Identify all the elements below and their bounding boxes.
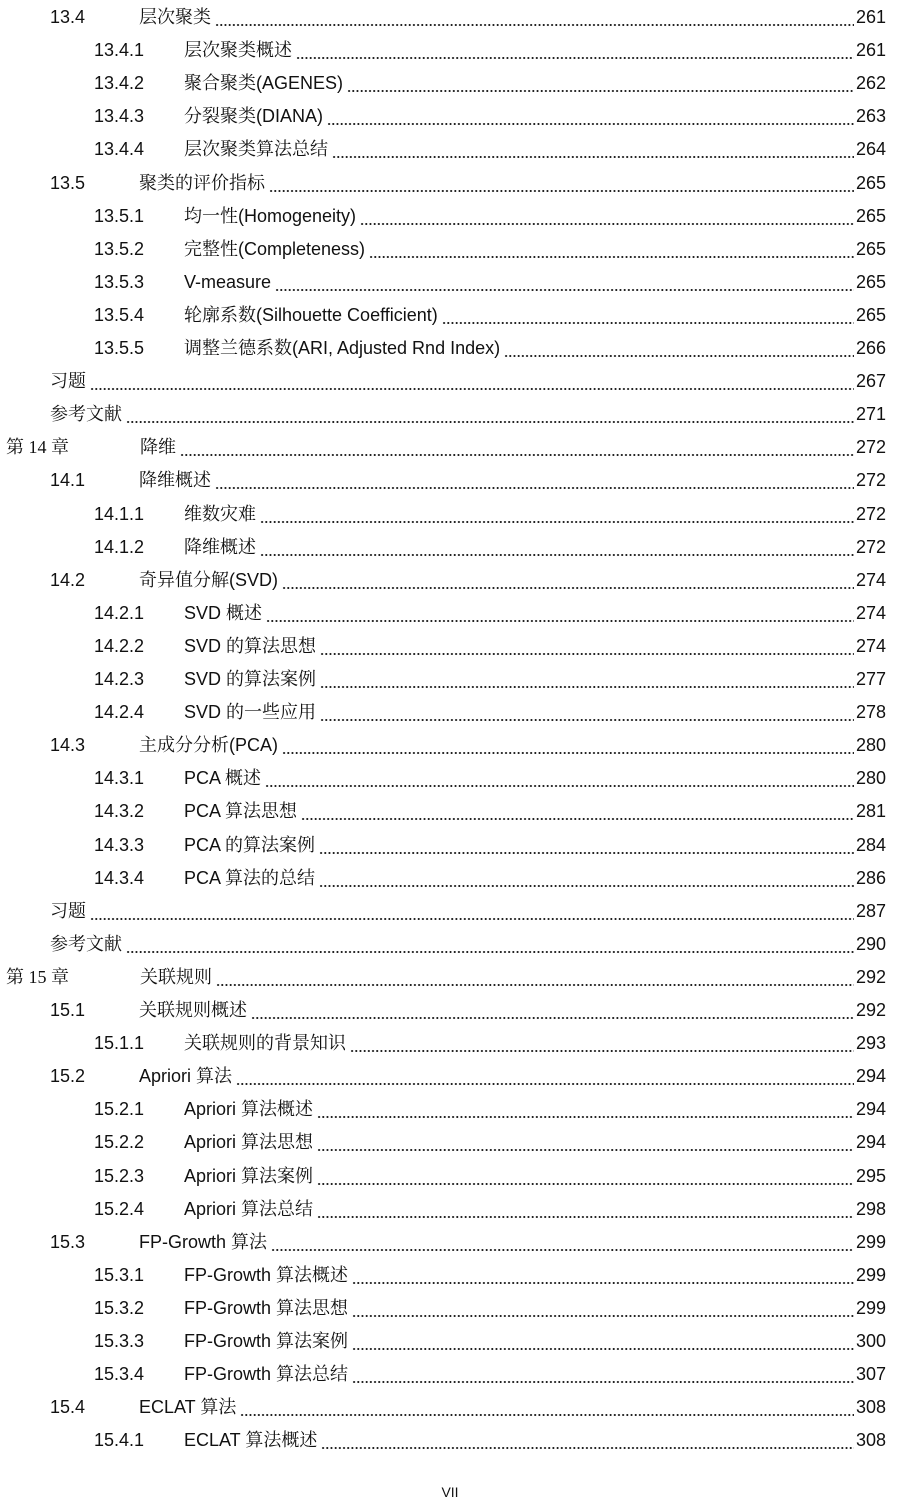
dot-leader xyxy=(317,1161,854,1191)
dot-leader xyxy=(260,499,854,529)
dot-leader xyxy=(320,697,854,727)
toc-entry[interactable] xyxy=(0,631,900,661)
toc-entry[interactable] xyxy=(0,35,900,65)
toc-entry-number: 15.2.4 xyxy=(94,1198,145,1219)
toc-entry-number: 15.4 xyxy=(50,1397,86,1418)
toc-entry-leader-row xyxy=(184,1425,886,1455)
toc-entry-leader-row xyxy=(184,101,886,131)
toc-entry-number: 15.4.1 xyxy=(94,1430,145,1451)
toc-entry-leader-row xyxy=(184,598,886,628)
toc-entry-title: 主成分分析(PCA) xyxy=(139,730,280,760)
toc-entry-number: 14.2.4 xyxy=(94,702,145,723)
dot-leader xyxy=(320,631,854,661)
toc-entry[interactable] xyxy=(0,201,900,231)
toc-entry-page: 266 xyxy=(855,338,886,358)
toc-entry[interactable] xyxy=(0,598,900,628)
toc-entry[interactable] xyxy=(0,134,900,164)
toc-entry-title: SVD 概述 xyxy=(184,598,264,628)
toc-entry-page: 293 xyxy=(855,1033,886,1054)
toc-entry-title: 轮廓系数(Silhouette Coefficient) xyxy=(184,300,440,330)
toc-entry-title: 降维概述 xyxy=(139,465,213,495)
toc-entry[interactable] xyxy=(0,1260,900,1290)
toc-entry-number: 13.5.3 xyxy=(94,271,145,292)
toc-entry-title: 奇异值分解(SVD) xyxy=(139,565,280,595)
toc-entry-page: 292 xyxy=(855,1000,886,1020)
toc-entry-title: ECLAT 算法概述 xyxy=(184,1425,319,1455)
dot-leader xyxy=(360,201,854,231)
toc-entry-title: PCA 算法思想 xyxy=(184,796,299,826)
toc-entry-page: 261 xyxy=(855,40,886,61)
toc-entry-title: 降维概述 xyxy=(184,532,258,562)
toc-entry-leader-row xyxy=(184,697,886,727)
toc-entry-page: 272 xyxy=(855,437,886,458)
toc-entry-number: 15.2.3 xyxy=(94,1165,145,1186)
toc-entry-title: 参考文献 xyxy=(50,399,124,429)
toc-entry[interactable] xyxy=(0,168,900,198)
toc-entry[interactable] xyxy=(0,664,900,694)
toc-entry[interactable] xyxy=(0,532,900,562)
toc-entry-page: 299 xyxy=(855,1297,886,1318)
toc-entry[interactable] xyxy=(0,1194,900,1224)
toc-entry-title: V-measure xyxy=(184,267,273,297)
toc-entry[interactable] xyxy=(0,929,900,959)
toc-entry-leader-row xyxy=(184,234,886,264)
toc-entry[interactable] xyxy=(0,697,900,727)
toc-entry[interactable] xyxy=(0,1359,900,1389)
toc-entry-title: PCA 概述 xyxy=(184,763,263,793)
toc-entry[interactable] xyxy=(0,565,900,595)
toc-entry-title: FP-Growth 算法总结 xyxy=(184,1359,350,1389)
dot-leader xyxy=(319,830,854,860)
dot-leader xyxy=(317,1194,854,1224)
toc-entry-page: 294 xyxy=(855,1066,886,1087)
dot-leader xyxy=(319,863,854,893)
toc-entry-leader-row xyxy=(184,796,886,826)
toc-entry-title: 层次聚类算法总结 xyxy=(184,134,330,164)
toc-entry-number: 15.3.4 xyxy=(94,1364,145,1385)
toc-entry-number: 15.3.2 xyxy=(94,1297,145,1318)
toc-entry-page: 284 xyxy=(855,834,886,855)
dot-leader xyxy=(180,432,854,462)
toc-entry-number: 15.3.1 xyxy=(94,1264,145,1285)
toc-entry-page: 265 xyxy=(855,238,886,259)
dot-leader xyxy=(321,1425,854,1455)
toc-entry-page: 280 xyxy=(855,735,886,756)
dot-leader xyxy=(260,532,854,562)
page-footer-number: VII xyxy=(441,1484,459,1500)
toc-entry-leader-row xyxy=(139,730,886,760)
toc-entry-page: 267 xyxy=(855,371,886,392)
toc-entry-title: Apriori 算法总结 xyxy=(184,1194,315,1224)
toc-entry-page: 272 xyxy=(855,470,886,491)
toc-entry-leader-row xyxy=(184,333,886,363)
toc-entry-page: 264 xyxy=(855,139,886,160)
toc-entry-title: 关联规则概述 xyxy=(139,995,249,1025)
toc-entry-number: 14.3.2 xyxy=(94,801,145,822)
toc-entry-number: 15.2.2 xyxy=(94,1132,145,1153)
toc-entry[interactable] xyxy=(0,333,900,363)
toc-entry[interactable] xyxy=(0,1028,900,1058)
toc-entry-page: 272 xyxy=(855,503,886,524)
toc-entry[interactable] xyxy=(0,432,900,462)
toc-entry-leader-row xyxy=(139,1392,886,1422)
toc-entry[interactable] xyxy=(0,1061,900,1091)
toc-entry-number: 15.2 xyxy=(50,1066,86,1087)
toc-entry-leader-row xyxy=(184,134,886,164)
toc-entry-leader-row xyxy=(50,929,886,959)
toc-entry-page: 274 xyxy=(855,569,886,590)
toc-entry-leader-row xyxy=(139,2,886,32)
dot-leader xyxy=(90,366,854,396)
toc-entry-title: 关联规则 xyxy=(140,962,214,992)
toc-entry-page: 287 xyxy=(855,900,886,921)
toc-entry[interactable] xyxy=(0,465,900,495)
dot-leader xyxy=(352,1326,854,1356)
dot-leader xyxy=(266,598,854,628)
toc-entry-leader-row xyxy=(184,1293,886,1323)
dot-leader xyxy=(282,565,854,595)
dot-leader xyxy=(350,1028,854,1058)
dot-leader xyxy=(347,68,854,98)
toc-entry-title: 聚类的评价指标 xyxy=(139,168,267,198)
toc-entry-number: 13.5 xyxy=(50,172,86,193)
dot-leader xyxy=(215,465,854,495)
toc-entry-page: 271 xyxy=(855,404,886,425)
toc-entry[interactable] xyxy=(0,1392,900,1422)
dot-leader xyxy=(352,1359,854,1389)
toc-entry-number: 14.2.3 xyxy=(94,669,145,689)
toc-entry-number: 15.2.1 xyxy=(94,1099,145,1120)
dot-leader xyxy=(320,664,854,694)
toc-entry[interactable] xyxy=(0,796,900,826)
toc-entry[interactable] xyxy=(0,2,900,32)
toc-entry-page: 294 xyxy=(855,1099,886,1120)
dot-leader xyxy=(352,1293,854,1323)
dot-leader xyxy=(275,267,854,297)
toc-entry-number: 13.4.1 xyxy=(94,40,145,61)
toc-entry-page: 261 xyxy=(855,7,886,27)
toc-entry-leader-row xyxy=(184,763,886,793)
toc-entry-page: 308 xyxy=(855,1430,886,1451)
dot-leader xyxy=(352,1260,854,1290)
toc-entry-page: 298 xyxy=(855,1198,886,1219)
toc-entry-title: 层次聚类概述 xyxy=(184,35,294,65)
toc-entry-page: 300 xyxy=(855,1331,886,1351)
toc-entry-title: PCA 的算法案例 xyxy=(184,830,317,860)
dot-leader xyxy=(332,134,854,164)
toc-entry-leader-row xyxy=(184,863,886,893)
toc-entry-number: 13.4.4 xyxy=(94,139,145,160)
toc-entry[interactable] xyxy=(0,995,900,1025)
toc-entry-page: 290 xyxy=(855,933,886,954)
toc-entry-leader-row xyxy=(184,664,886,694)
toc-entry-leader-row xyxy=(50,399,886,429)
toc-entry-number: 14.2.2 xyxy=(94,635,145,656)
toc-entry-number: 13.4 xyxy=(50,7,86,27)
dot-leader xyxy=(126,929,854,959)
toc-entry-leader-row xyxy=(140,432,886,462)
toc-entry-leader-row xyxy=(184,1127,886,1157)
toc-entry-leader-row xyxy=(139,1061,886,1091)
toc-entry-leader-row xyxy=(184,631,886,661)
toc-entry-title: PCA 算法的总结 xyxy=(184,863,317,893)
dot-leader xyxy=(296,35,854,65)
toc-entry-leader-row xyxy=(184,68,886,98)
toc-entry-title: FP-Growth 算法概述 xyxy=(184,1260,350,1290)
toc-entry-number: 14.1.1 xyxy=(94,503,145,524)
toc-entry-number: 14.3 xyxy=(50,735,86,756)
dot-leader xyxy=(327,101,854,131)
toc-entry-page: 262 xyxy=(855,73,886,94)
toc-entry-title: Apriori 算法 xyxy=(139,1061,234,1091)
toc-entry[interactable] xyxy=(0,101,900,131)
toc-entry-page: 272 xyxy=(855,536,886,557)
toc-entry-number: 14.2 xyxy=(50,569,86,590)
toc-entry-leader-row xyxy=(184,267,886,297)
toc-entry[interactable] xyxy=(0,863,900,893)
toc-entry-page: 278 xyxy=(855,702,886,723)
toc-entry-number: 14.1.2 xyxy=(94,536,145,557)
dot-leader xyxy=(240,1392,854,1422)
dot-leader xyxy=(269,168,854,198)
toc-entry-title: Apriori 算法思想 xyxy=(184,1127,315,1157)
toc-entry-title: FP-Growth 算法案例 xyxy=(184,1326,350,1356)
toc-entry[interactable] xyxy=(0,1161,900,1191)
toc-entry-page: 281 xyxy=(855,801,886,822)
toc-entry-leader-row xyxy=(184,1161,886,1191)
toc-entry-title: 习题 xyxy=(50,896,88,926)
toc-entry-number: 15.3 xyxy=(50,1231,86,1252)
toc-entry-title: FP-Growth 算法思想 xyxy=(184,1293,350,1323)
toc-entry-number: 15.3.3 xyxy=(94,1331,145,1351)
toc-entry-title: 分裂聚类(DIANA) xyxy=(184,101,325,131)
toc-entry[interactable] xyxy=(0,68,900,98)
toc-entry-title: 调整兰德系数(ARI, Adjusted Rnd Index) xyxy=(184,333,502,363)
toc-entry-leader-row xyxy=(184,1094,886,1124)
toc-entry-title: Apriori 算法概述 xyxy=(184,1094,315,1124)
toc-entry-number: 13.5.4 xyxy=(94,304,145,325)
toc-entry-page: 265 xyxy=(855,172,886,193)
toc-entry-page: 274 xyxy=(855,635,886,656)
dot-leader xyxy=(301,796,854,826)
toc-entry-number: 13.4.2 xyxy=(94,73,145,94)
dot-leader xyxy=(265,763,854,793)
toc-entry-title: SVD 的一些应用 xyxy=(184,697,318,727)
toc-entry-number: 第 15 章 xyxy=(6,966,69,987)
toc-entry-title: SVD 的算法案例 xyxy=(184,664,318,694)
toc-entry-leader-row xyxy=(184,35,886,65)
toc-entry-page: 263 xyxy=(855,106,886,127)
toc-entry-leader-row xyxy=(50,366,886,396)
toc-entry-page: 307 xyxy=(855,1364,886,1385)
toc-entry-page: 274 xyxy=(855,602,886,623)
toc-entry-title: Apriori 算法案例 xyxy=(184,1161,315,1191)
dot-leader xyxy=(216,962,854,992)
toc-entry-leader-row xyxy=(184,1359,886,1389)
toc-entry-title: 层次聚类 xyxy=(139,2,213,32)
toc-entry[interactable] xyxy=(0,1094,900,1124)
toc-entry-leader-row xyxy=(184,1028,886,1058)
toc-entry-page: 292 xyxy=(855,966,886,987)
toc-entry[interactable] xyxy=(0,763,900,793)
toc-entry-page: 277 xyxy=(855,669,886,689)
toc-entry-title: 均一性(Homogeneity) xyxy=(184,201,358,231)
toc-entry-leader-row xyxy=(184,532,886,562)
toc-entry-number: 14.1 xyxy=(50,470,86,491)
toc-entry-page: 299 xyxy=(855,1231,886,1252)
dot-leader xyxy=(215,2,854,32)
toc-entry-page: 286 xyxy=(855,867,886,888)
dot-leader xyxy=(271,1227,854,1257)
toc-entry-title: 维数灾难 xyxy=(184,499,258,529)
toc-entry-leader-row xyxy=(139,1227,886,1257)
toc-entry-title: SVD 的算法思想 xyxy=(184,631,318,661)
toc-entry-leader-row xyxy=(184,1260,886,1290)
toc-entry-leader-row xyxy=(184,499,886,529)
toc-entry[interactable] xyxy=(0,830,900,860)
toc-entry-leader-row xyxy=(139,465,886,495)
toc-entry-page: 294 xyxy=(855,1132,886,1153)
toc-entry-page: 265 xyxy=(855,304,886,325)
toc-entry-leader-row xyxy=(184,300,886,330)
toc-entry[interactable] xyxy=(0,366,900,396)
toc-entry[interactable] xyxy=(0,300,900,330)
toc-entry-number: 14.2.1 xyxy=(94,602,145,623)
toc-entry[interactable] xyxy=(0,267,900,297)
toc-entry-title: 降维 xyxy=(140,432,178,462)
toc-entry[interactable] xyxy=(0,499,900,529)
dot-leader xyxy=(317,1127,854,1157)
dot-leader xyxy=(251,995,854,1025)
toc-entry-leader-row xyxy=(184,1194,886,1224)
toc-entry-number: 14.3.3 xyxy=(94,834,145,855)
toc-entry-page: 280 xyxy=(855,768,886,789)
toc-entry-leader-row xyxy=(139,168,886,198)
toc-entry[interactable] xyxy=(0,1293,900,1323)
toc-entry-number: 14.3.1 xyxy=(94,768,145,789)
toc-entry[interactable] xyxy=(0,1425,900,1455)
toc-entry-number: 13.5.2 xyxy=(94,238,145,259)
toc-entry[interactable] xyxy=(0,1227,900,1257)
dot-leader xyxy=(126,399,854,429)
dot-leader xyxy=(90,896,854,926)
toc-entry[interactable] xyxy=(0,399,900,429)
toc-entry-leader-row xyxy=(50,896,886,926)
toc-entry-number: 15.1 xyxy=(50,1000,86,1020)
toc-entry[interactable] xyxy=(0,896,900,926)
toc-entry-title: 关联规则的背景知识 xyxy=(184,1028,348,1058)
toc-entry-page: 265 xyxy=(855,205,886,226)
toc-entry-number: 14.3.4 xyxy=(94,867,145,888)
toc-entry[interactable] xyxy=(0,234,900,264)
dot-leader xyxy=(317,1094,854,1124)
toc-entry-number: 13.4.3 xyxy=(94,106,145,127)
toc-entry-title: 完整性(Completeness) xyxy=(184,234,367,264)
toc-entry-leader-row xyxy=(184,1326,886,1356)
toc-entry-number: 13.5.5 xyxy=(94,338,145,358)
dot-leader xyxy=(442,300,854,330)
toc-entry-page: 295 xyxy=(855,1165,886,1186)
toc-entry-leader-row xyxy=(139,565,886,595)
toc-entry[interactable] xyxy=(0,962,900,992)
toc-entry-leader-row xyxy=(184,201,886,231)
toc-entry-leader-row xyxy=(139,995,886,1025)
toc-entry-number: 第 14 章 xyxy=(6,437,69,458)
toc-entry-leader-row xyxy=(184,830,886,860)
toc-entry-page: 265 xyxy=(855,271,886,292)
toc-entry[interactable] xyxy=(0,1127,900,1157)
toc-entry-title: FP-Growth 算法 xyxy=(139,1227,269,1257)
toc-entry[interactable] xyxy=(0,730,900,760)
dot-leader xyxy=(504,333,854,363)
toc-entry-title: 参考文献 xyxy=(50,929,124,959)
toc-entry-title: ECLAT 算法 xyxy=(139,1392,238,1422)
dot-leader xyxy=(282,730,854,760)
toc-entry-title: 聚合聚类(AGENES) xyxy=(184,68,345,98)
toc-entry-page: 308 xyxy=(855,1397,886,1418)
dot-leader xyxy=(369,234,854,264)
toc-entry-page: 299 xyxy=(855,1264,886,1285)
toc-entry-number: 13.5.1 xyxy=(94,205,145,226)
toc-entry-number: 15.1.1 xyxy=(94,1033,145,1054)
toc-entry-leader-row xyxy=(140,962,886,992)
toc-entry[interactable] xyxy=(0,1326,900,1356)
dot-leader xyxy=(236,1061,854,1091)
toc-entry-title: 习题 xyxy=(50,366,88,396)
